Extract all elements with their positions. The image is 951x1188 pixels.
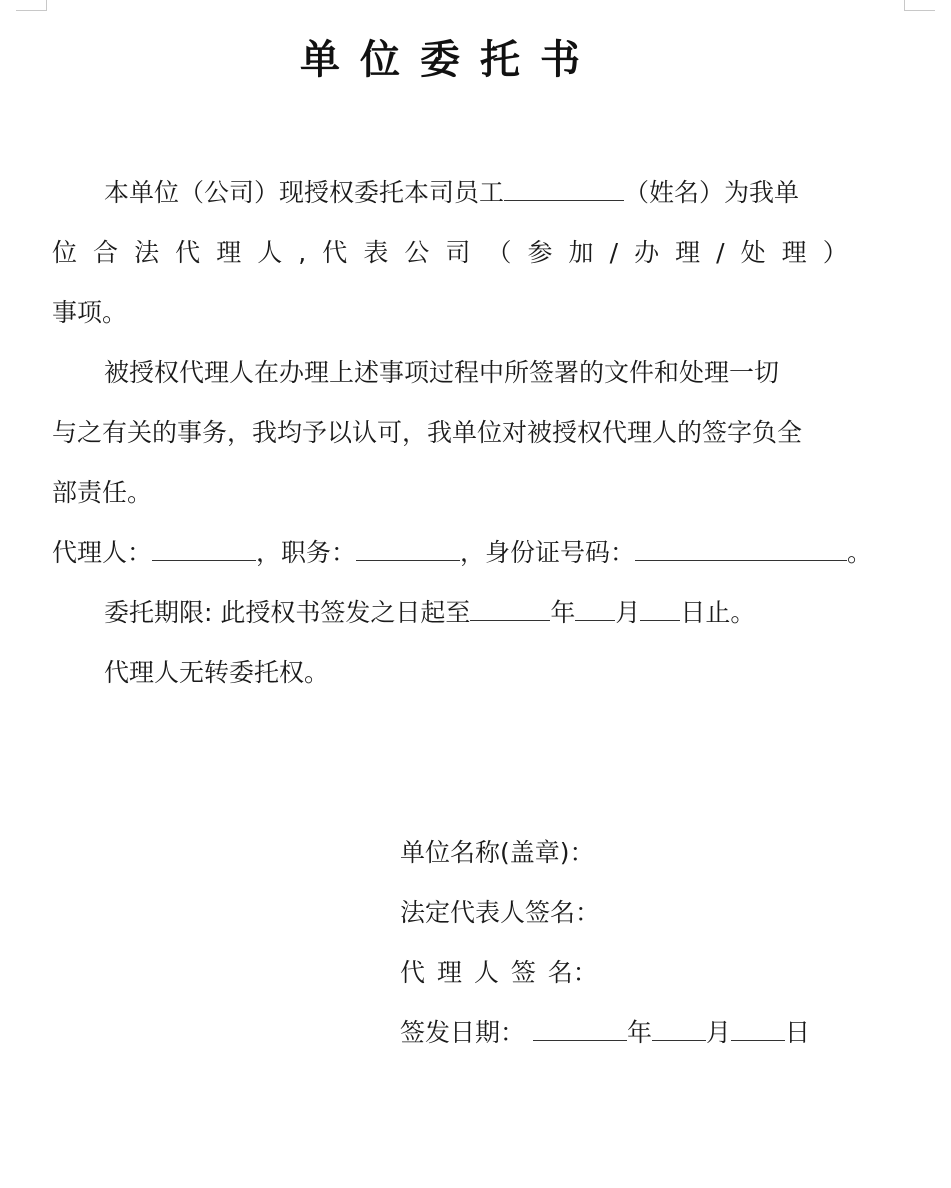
issue-year-label: 年 <box>627 1018 653 1047</box>
p1-line2-char: （ <box>486 238 512 267</box>
p1-line2-char: 公 <box>404 238 430 267</box>
paragraph-2-line-2: 与之有关的事务，我均予以认可，我单位对被授权代理人的签字负全 <box>52 418 803 447</box>
paragraph-1-line-2 <box>52 236 848 270</box>
p1-line2-char: 司 <box>445 238 471 267</box>
term-prefix: 委托期限: 此授权书签发之日起至 <box>104 598 471 627</box>
p1-line2-char: / <box>716 238 725 267</box>
p1-line2-char: 人 <box>257 238 283 267</box>
p1-line2-char: 位 <box>52 238 78 267</box>
p1-line2-char: 理 <box>216 238 242 267</box>
id-number-label: ，身份证号码： <box>460 538 636 567</box>
employee-name-blank <box>504 178 624 201</box>
issue-date-label: 签发日期： <box>400 1018 526 1047</box>
issue-month-blank <box>652 1018 706 1041</box>
p1-line2-char: 法 <box>134 238 160 267</box>
id-number-blank <box>635 538 847 561</box>
agent-info-line <box>52 536 872 570</box>
p1-text-a: 本单位（公司）现授权委托本司员工 <box>104 178 505 207</box>
agent-signature-label: 代 理 人 签 名： <box>400 958 598 987</box>
agent-line-end: 。 <box>847 538 873 567</box>
agent-name-blank <box>152 538 256 561</box>
p1-line2-char: , <box>298 238 307 267</box>
p1-line2-char: / <box>609 238 619 267</box>
issue-month-label: 月 <box>706 1018 732 1047</box>
term-line <box>104 596 755 630</box>
legal-rep-signature-label: 法定代表人签名： <box>400 898 601 927</box>
unit-name-seal-label: 单位名称(盖章)： <box>400 838 595 867</box>
issue-day-label: 日 <box>785 1018 811 1047</box>
crop-mark-top-right <box>904 0 935 11</box>
term-day-label: 日止。 <box>680 598 756 627</box>
p1-line2-char: 代 <box>322 238 348 267</box>
no-transfer-statement: 代理人无转委托权。 <box>104 658 330 687</box>
position-label: ，职务： <box>256 538 357 567</box>
p1-line2-char: 办 <box>634 238 660 267</box>
p1-line2-char: 表 <box>363 238 389 267</box>
document-title: 单位委托书 <box>300 37 600 83</box>
issue-day-blank <box>731 1018 785 1041</box>
term-year-blank <box>470 598 550 621</box>
issue-date-line <box>400 1016 810 1050</box>
p1-line2-char: 理 <box>781 238 807 267</box>
paragraph-1-line-3: 事项。 <box>52 298 128 327</box>
term-year-label: 年 <box>550 598 576 627</box>
p1-line2-char: 理 <box>675 238 701 267</box>
term-month-blank <box>575 598 615 621</box>
issue-year-blank <box>533 1018 627 1041</box>
paragraph-2-line-1: 被授权代理人在办理上述事项过程中所签署的文件和处理一切 <box>104 358 780 387</box>
p1-line2-char: ） <box>822 238 848 267</box>
p1-text-b: （姓名）为我单 <box>624 178 800 207</box>
paragraph-1-line-1 <box>104 176 799 210</box>
crop-mark-top-left <box>16 0 47 11</box>
p1-line2-char: 代 <box>175 238 201 267</box>
paragraph-2-line-3: 部责任。 <box>52 478 153 507</box>
p1-line2-char: 合 <box>93 238 119 267</box>
p1-line2-char: 加 <box>568 238 594 267</box>
position-blank <box>356 538 460 561</box>
p1-line2-char: 处 <box>740 238 766 267</box>
p1-line2-char: 参 <box>527 238 553 267</box>
term-month-label: 月 <box>615 598 641 627</box>
agent-label: 代理人： <box>52 538 153 567</box>
term-day-blank <box>640 598 680 621</box>
